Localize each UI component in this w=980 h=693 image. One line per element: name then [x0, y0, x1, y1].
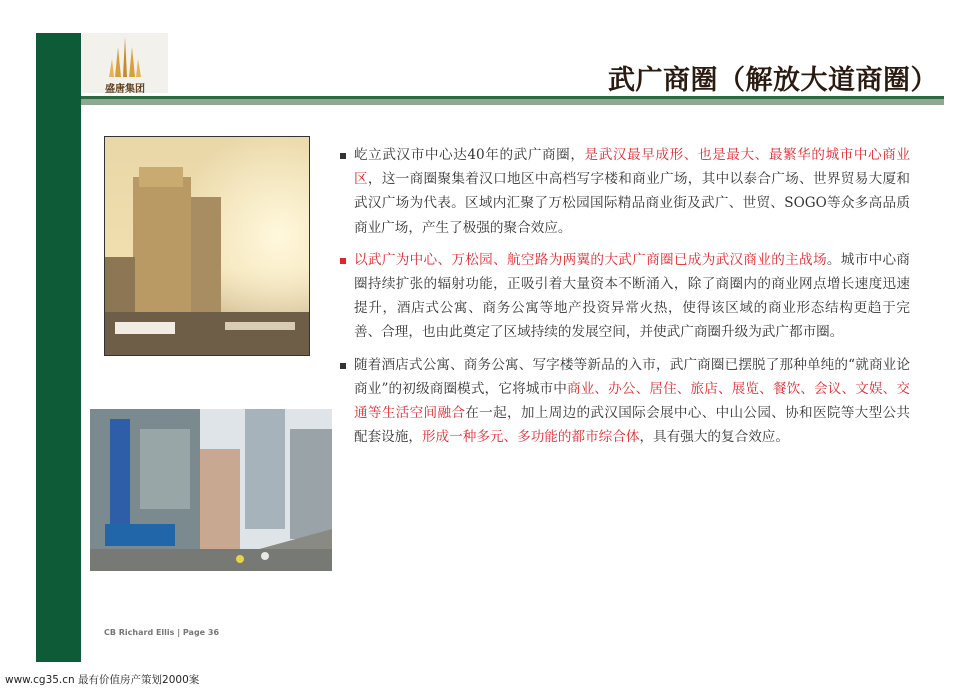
left-green-bar: [36, 33, 81, 662]
para3-seg3: 在一起，加上周边的武汉国际会展中心、中山公园、协和医院等大型公共配套设施，: [354, 405, 911, 446]
para2-seg1: 以武广为中心、万松园、航空路为两翼的大武广商圈已成为武汉商业的主战场: [354, 251, 827, 268]
bullet-paragraph-2: [340, 248, 910, 345]
para1-seg2: 是武汉最早成形、也是最大、最繁华的城市中心商业区: [354, 147, 911, 188]
watermark-text: www.cg35.cn 最有价值房产策划2000案: [5, 674, 200, 686]
bullet-paragraph-3: [340, 353, 910, 450]
company-logo: [82, 33, 168, 93]
building-logo-icon: [108, 37, 142, 77]
para3-seg1: 随着酒店式公寓、商务公寓、写字楼等新品的入市，武广商圈已摆脱了那种单纯的“就商业论商业”的初级商圈模式，它将城市中: [354, 356, 910, 397]
bullet-paragraph-1: [340, 143, 910, 240]
bullet-list: [340, 143, 910, 457]
para3-seg4: 形成一种多元、多功能的都市综合体: [421, 429, 640, 446]
para3-seg5: ，具有强大的复合效应。: [639, 429, 789, 446]
footer-credit: CB Richard Ellis | Page 36: [104, 628, 220, 637]
bullet-square-icon: [340, 258, 346, 264]
logo-text: 盛唐集团: [105, 84, 145, 95]
para1-seg3: ，这一商圈聚集着汉口地区中高档写字楼和商业广场，其中以泰合广场、世界贸易大厦和武汉广场为代表。区域内汇聚了万松园国际精品商业街及武广、世贸、SOGO等众多高品质商业广场，产生了极强的聚合效应。: [354, 171, 911, 236]
city-skyline-photo: [104, 136, 310, 356]
para2-seg2: 。城市中心商圈持续扩张的辐射功能，正吸引着大量资本不断涌入，除了商圈内的商业网点增长速度迅速提升，酒店式公寓、商务公寓等地产投资异常火热，使得该区域的商业形态结构更趋于完善、合理，也由此奠定了区域持续的发展空间，并使武广商圈升级为武广都市圈。: [354, 251, 911, 341]
header-rule-accent: [81, 96, 944, 99]
street-district-photo: [90, 409, 332, 571]
para3-seg2: 商业、办公、居住、旅店、展览、餐饮、会议、文娱、交通等生活空间融合: [354, 380, 911, 422]
page-title: 武广商圈（解放大道商圈）: [608, 65, 938, 96]
bullet-square-icon: [340, 363, 346, 369]
bullet-square-icon: [340, 153, 346, 159]
para1-seg1: 屹立武汉市中心达40年的武广商圈，: [354, 147, 585, 163]
